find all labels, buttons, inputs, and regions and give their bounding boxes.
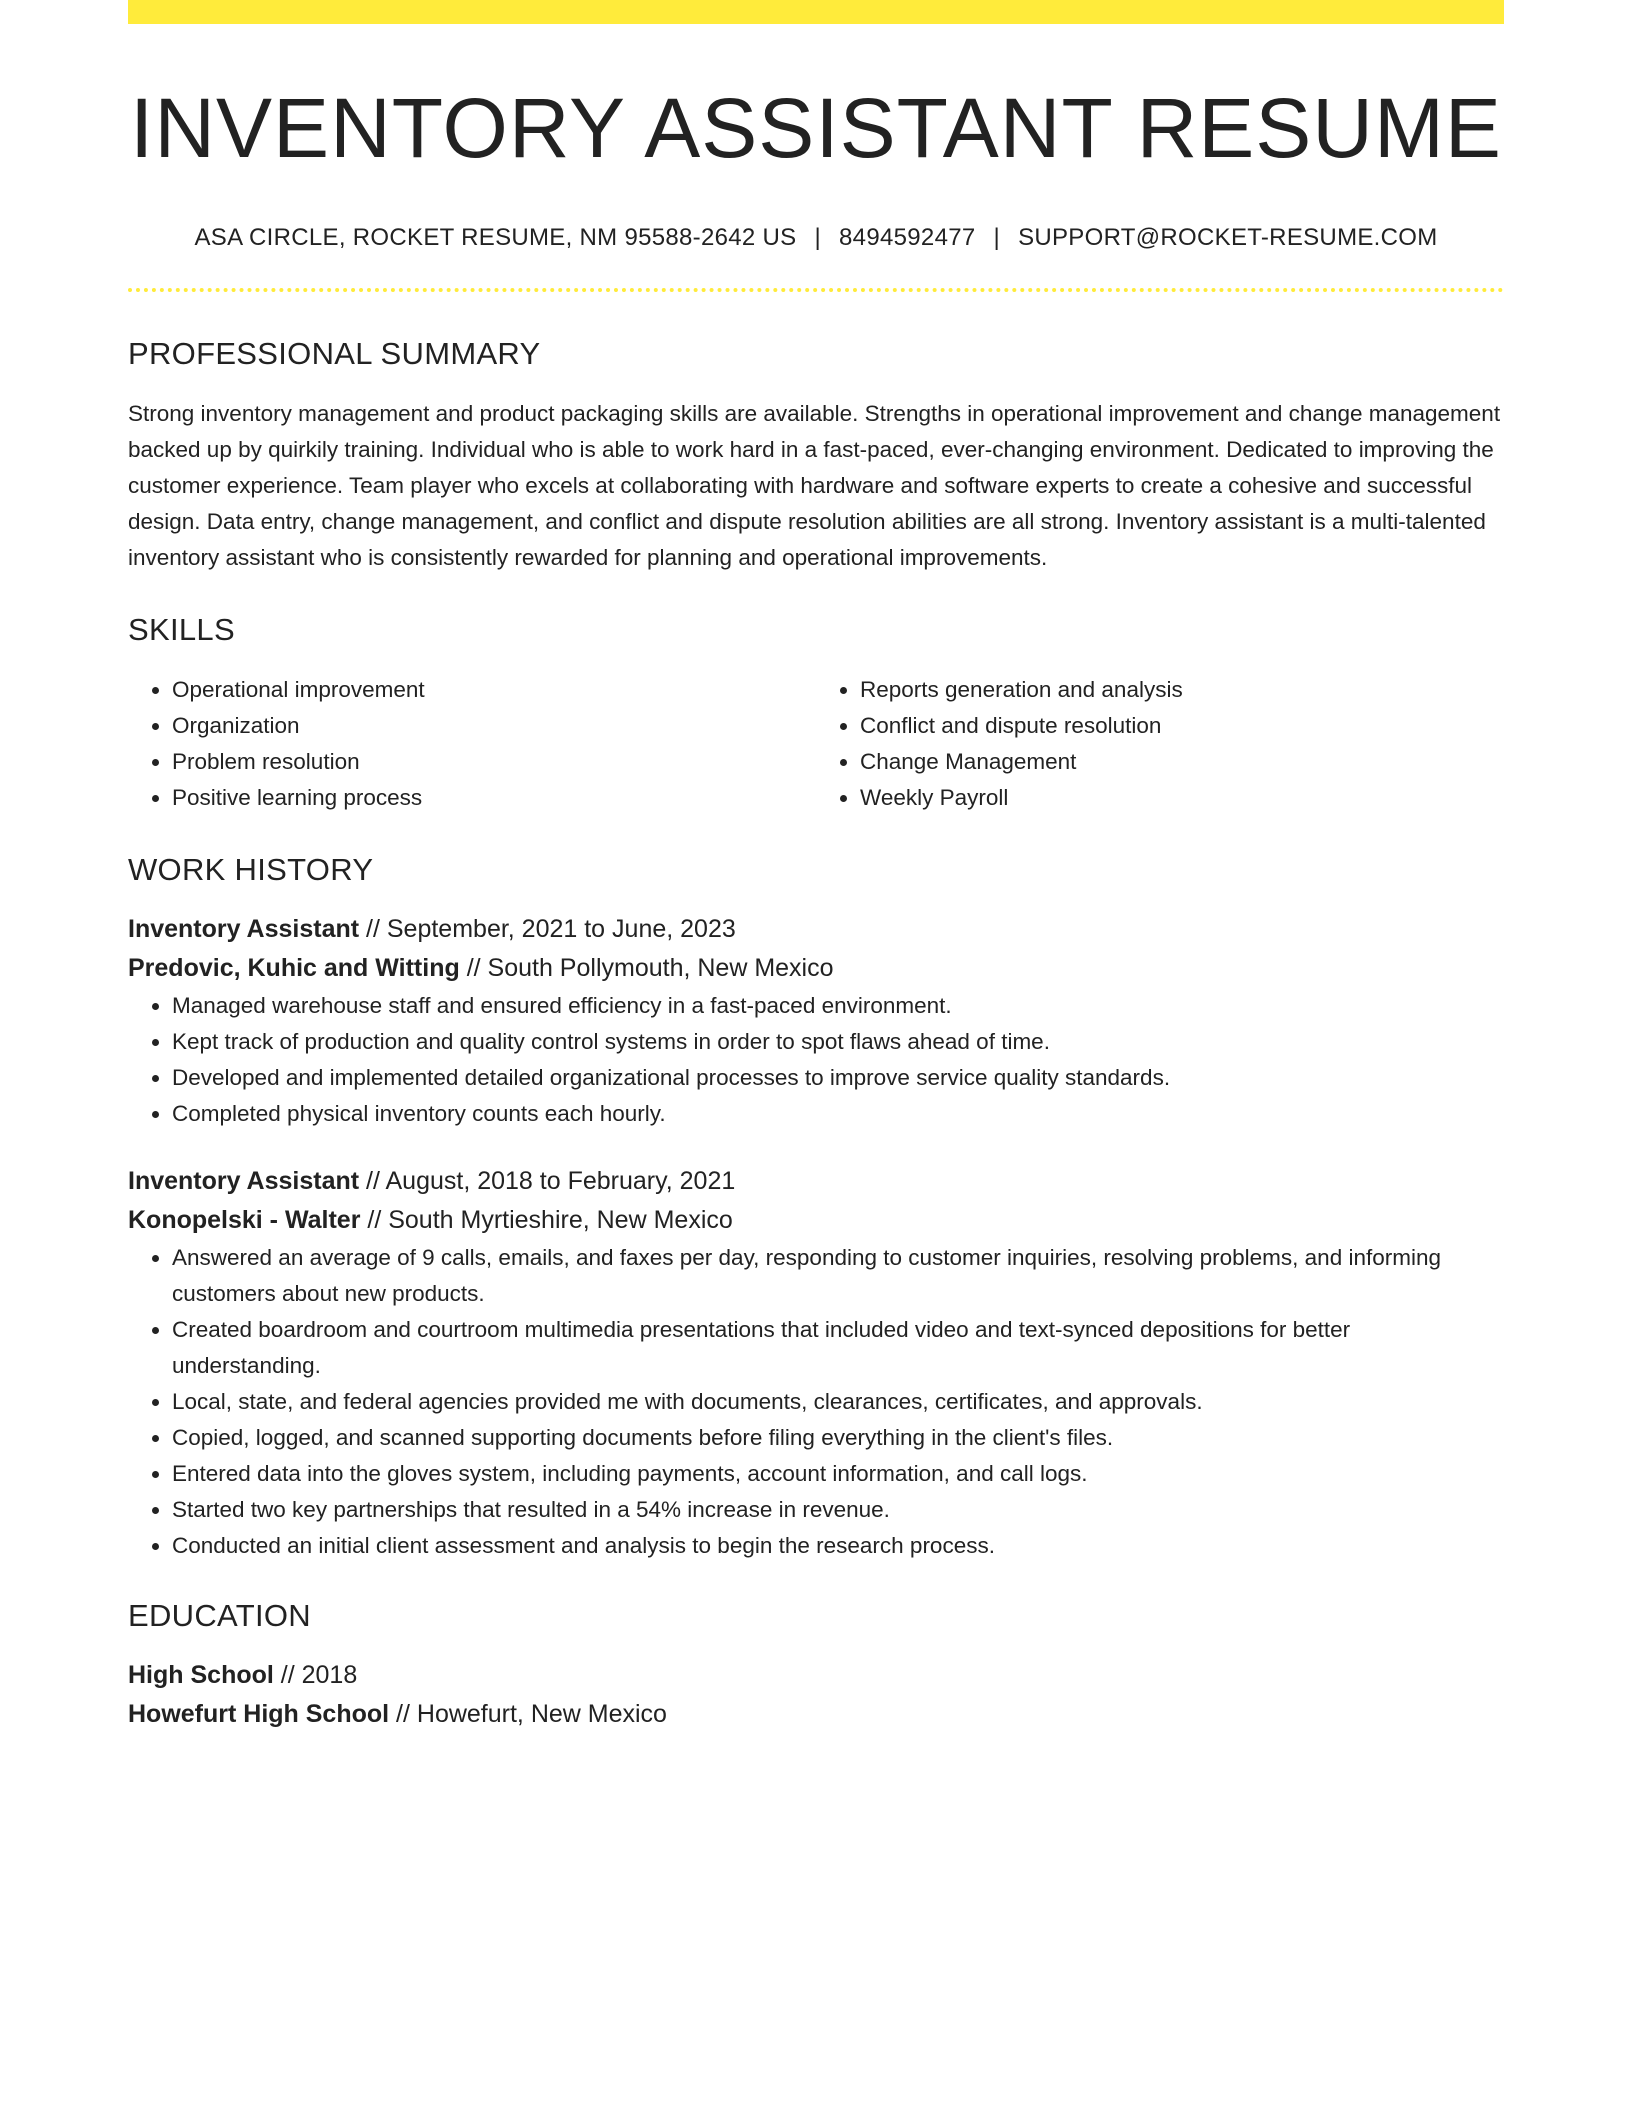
skills-column-right bbox=[816, 672, 1504, 816]
job-title-line bbox=[128, 1162, 1504, 1201]
skill-item: • Reports generation and analysis bbox=[860, 672, 1504, 708]
contact-email: SUPPORT@ROCKET-RESUME.COM bbox=[1018, 224, 1438, 252]
job-bullet-list bbox=[128, 1240, 1504, 1564]
job-company-line bbox=[128, 949, 1504, 988]
skill-item: • Change Management bbox=[860, 744, 1504, 780]
education-location: // Howefurt, New Mexico bbox=[389, 1700, 667, 1729]
skill-item: • Organization bbox=[172, 708, 816, 744]
job-bullet: • Kept track of production and quality control systems in order to spot flaws ahead of time. bbox=[172, 1024, 1504, 1060]
job-company: Predovic, Kuhic and Witting bbox=[128, 954, 460, 983]
job-bullet: • Developed and implemented detailed organizational processes to improve service quality standards. bbox=[172, 1060, 1504, 1096]
job-company: Konopelski - Walter bbox=[128, 1206, 361, 1235]
job-bullet: • Entered data into the gloves system, including payments, account information, and call logs. bbox=[172, 1456, 1504, 1492]
job-title: Inventory Assistant bbox=[128, 915, 360, 944]
job-bullet: • Managed warehouse staff and ensured efficiency in a fast-paced environment. bbox=[172, 988, 1504, 1024]
contact-line bbox=[128, 224, 1504, 252]
summary-heading: PROFESSIONAL SUMMARY bbox=[128, 336, 541, 372]
job-location: // South Pollymouth, New Mexico bbox=[459, 954, 834, 983]
skill-item: • Problem resolution bbox=[172, 744, 816, 780]
job-bullet-list bbox=[128, 988, 1504, 1132]
skills-column-left bbox=[128, 672, 816, 816]
contact-address: ASA CIRCLE, ROCKET RESUME, NM 95588-2642 US bbox=[194, 224, 797, 252]
dotted-divider bbox=[128, 288, 1504, 292]
job-bullet: • Started two key partnerships that resulted in a 54% increase in revenue. bbox=[172, 1492, 1504, 1528]
job-bullet: • Completed physical inventory counts each hourly. bbox=[172, 1096, 1504, 1132]
resume-title: INVENTORY ASSISTANT RESUME bbox=[130, 81, 1502, 175]
skill-item: • Positive learning process bbox=[172, 780, 816, 816]
summary-text: Strong inventory management and product packaging skills are available. Strengths in operational improvement and change management backed up by quirkily training. Individual who is able to work hard in a fast-paced, ever-changing environment. Dedicated to improving the customer experience. Team player who excels at collaborating with hardware and software experts to create a cohesive and successful design. Data entry, change management, and conflict and dispute resolution abilities are all strong. Inventory assistant is a multi-talented inventory assistant who is consistently rewarded for planning and operational improvements. bbox=[128, 401, 1501, 571]
contact-separator: | bbox=[814, 224, 822, 252]
skills-heading: SKILLS bbox=[128, 612, 235, 648]
education-heading: EDUCATION bbox=[128, 1598, 311, 1634]
skill-item: • Conflict and dispute resolution bbox=[860, 708, 1504, 744]
job-title-line bbox=[128, 910, 1504, 949]
education-year: // 2018 bbox=[273, 1661, 358, 1690]
job-bullet: • Copied, logged, and scanned supporting documents before filing everything in the client's files. bbox=[172, 1420, 1504, 1456]
resume-page bbox=[128, 0, 1504, 1734]
contact-separator: | bbox=[993, 224, 1001, 252]
education-school-line bbox=[128, 1695, 1504, 1734]
job-bullet: • Local, state, and federal agencies provided me with documents, clearances, certificates, and approvals. bbox=[172, 1384, 1504, 1420]
job-bullet: • Answered an average of 9 calls, emails, and faxes per day, responding to customer inquiries, resolving problems, and informing customers about new products. bbox=[172, 1240, 1504, 1312]
skills-list bbox=[128, 672, 1504, 816]
education-degree: High School bbox=[128, 1661, 274, 1690]
education-degree-line bbox=[128, 1656, 1504, 1695]
top-accent-bar bbox=[128, 0, 1504, 24]
contact-phone: 8494592477 bbox=[839, 224, 976, 252]
education-school: Howefurt High School bbox=[128, 1700, 390, 1729]
job-entry bbox=[128, 910, 1504, 1132]
job-company-line bbox=[128, 1201, 1504, 1240]
job-title: Inventory Assistant bbox=[128, 1167, 360, 1196]
job-dates: // August, 2018 to February, 2021 bbox=[359, 1167, 736, 1196]
job-dates: // September, 2021 to June, 2023 bbox=[359, 915, 736, 944]
skill-item: • Weekly Payroll bbox=[860, 780, 1504, 816]
job-bullet: • Conducted an initial client assessment and analysis to begin the research process. bbox=[172, 1528, 1504, 1564]
job-entry bbox=[128, 1162, 1504, 1564]
job-bullet: • Created boardroom and courtroom multimedia presentations that included video and text-synced depositions for better understanding. bbox=[172, 1312, 1504, 1384]
skill-item: • Operational improvement bbox=[172, 672, 816, 708]
job-location: // South Myrtieshire, New Mexico bbox=[360, 1206, 733, 1235]
work-history-heading: WORK HISTORY bbox=[128, 852, 374, 888]
